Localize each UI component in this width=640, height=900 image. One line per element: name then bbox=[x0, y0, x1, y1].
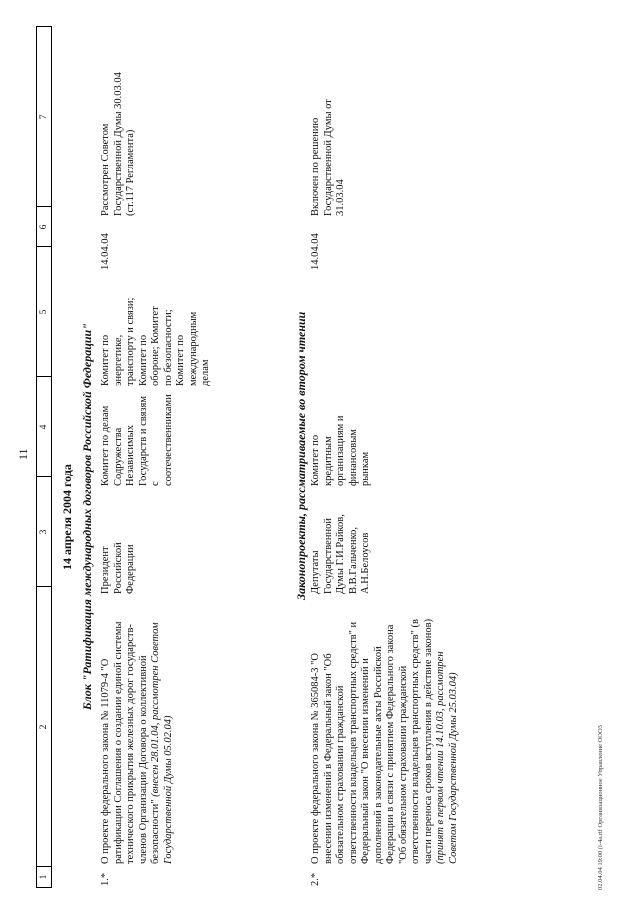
row-2-title bbox=[310, 609, 460, 864]
row-2-date: 14.04.04 bbox=[310, 233, 321, 270]
row-2-note: (принят в первом чтении 14.10.03, рассмотрен Советом Государственной Думы 25.03.04) bbox=[435, 651, 459, 864]
row-1-title bbox=[100, 609, 175, 864]
column-header-5: 5 bbox=[37, 246, 51, 377]
block-heading: Блок "Ратификация международных договоров Российской Федерации" bbox=[80, 323, 94, 710]
row-1-initiator: Президент Российской Федерации bbox=[100, 542, 136, 594]
column-header-6: 6 bbox=[37, 206, 51, 247]
date-heading: 14 апреля 2004 года bbox=[60, 464, 74, 570]
row-2-committee: Комитет по кредитным организациям и финансовым рынкам bbox=[310, 415, 371, 486]
column-header-2: 2 bbox=[37, 586, 51, 867]
column-header-row bbox=[36, 26, 52, 888]
column-header-4: 4 bbox=[37, 376, 51, 477]
row-1-note: (внесен 28.01.04, рассмотрен Советом Государственной Думы 05.02.04) bbox=[150, 622, 174, 864]
row-2-title-text: О проекте федерального закона № 365084-3 "О внесении изменений в Федеральный закон "Об обязательном страховании гражданской ответственности владельцев транспортных средств" и Федеральный закон "О внесении изменений и дополнений в законодательные акты Российской Федерации в связи с принятием Федерального закона "Об обязательном страховании гражданской ответственности владельцев транспортных средств" (в части переноса сроков вступления в действие законов) bbox=[310, 618, 434, 864]
section-heading: Законопроекты, рассматриваемые во втором чтении bbox=[294, 311, 308, 600]
row-1-date: 14.04.04 bbox=[100, 233, 111, 270]
row-1-co-committees: Комитет по энергетике, транспорту и связи; Комитет по обороне; Комитет по безопасности; Комитет по международным делам bbox=[100, 297, 211, 386]
column-header-7: 7 bbox=[39, 114, 49, 120]
row-2-initiator: Депутаты Государственной Думы Г.И.Райков, В.В.Гальченко, А.Н.Белоусов bbox=[310, 514, 371, 594]
row-2-status: Включен по решению Государственной Думы от 31.03.04 bbox=[310, 99, 346, 216]
row-1-number: 1.* bbox=[100, 872, 111, 886]
row-1-title-text: О проекте федерального закона № 11079-4 "О ратификации Соглашения о создании единой системы технического прикрытия железных дорог государств-членов Организации Договора о коллективной безопасности" bbox=[100, 621, 161, 864]
footer-text: 02.04.04 19:00 (i-4a.rtf Организационное Управление ООО3 bbox=[597, 725, 604, 890]
row-1-status: Рассмотрен Советом Государственной Думы 30.03.04 (ст.117 Регламента) bbox=[100, 72, 136, 216]
column-header-1: 1 bbox=[37, 866, 51, 887]
row-2-number: 2.* bbox=[310, 872, 321, 886]
page-number: 11 bbox=[16, 448, 30, 460]
row-1-committee: Комитет по делам Содружества Независимых Государств и связям с соотечественниками bbox=[100, 394, 174, 486]
rotated-table-sheet bbox=[12, 10, 612, 900]
column-header-3: 3 bbox=[37, 476, 51, 587]
